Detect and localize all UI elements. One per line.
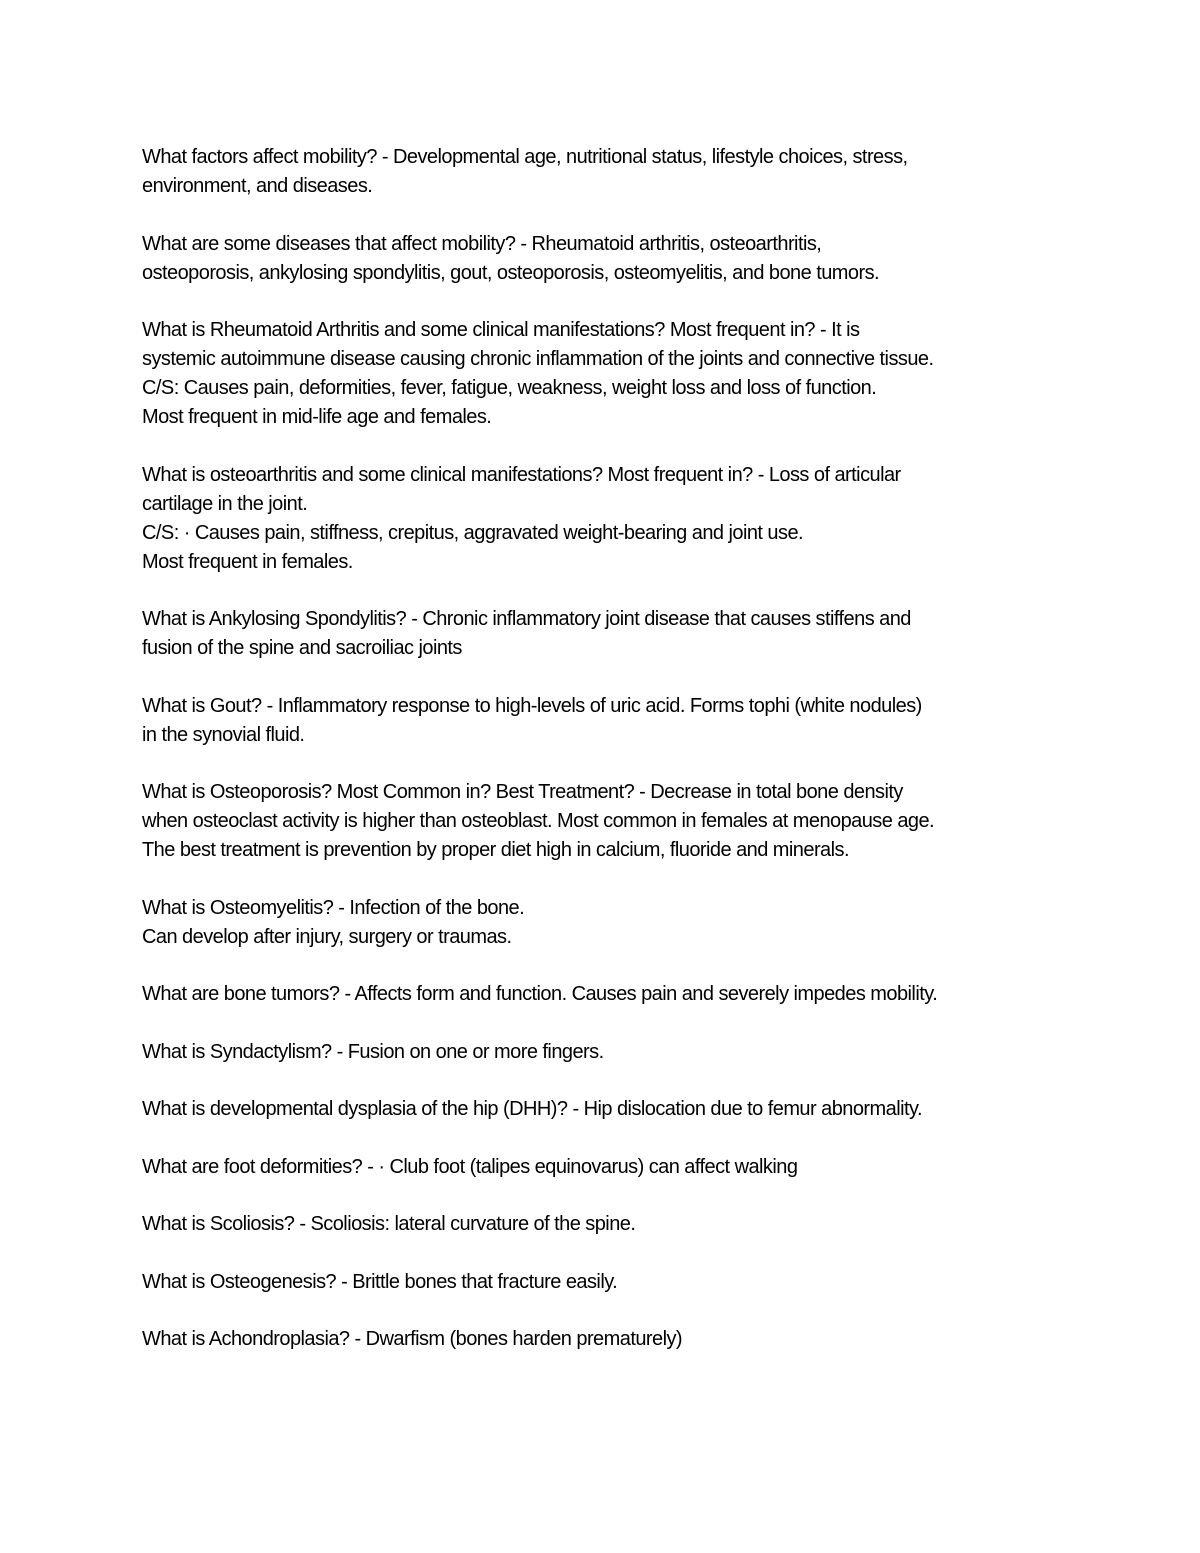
qa-scoliosis: What is Scoliosis? - Scoliosis: lateral curvature of the spine. bbox=[142, 1213, 636, 1235]
document-body bbox=[142, 143, 1072, 1383]
qa-bone-tumors: What are bone tumors? - Affects form and function. Causes pain and severely impedes mobility. bbox=[142, 983, 938, 1005]
qa-osteoarthritis: What is osteoarthritis and some clinical manifestations? Most frequent in? - Loss of articular cartilage in the joint. C/S: · Causes pain, stiffness, crepitus, aggravated weight-bearing and joint use. Most frequent in females. bbox=[142, 463, 901, 573]
qa-ankylosing-spondylitis: What is Ankylosing Spondylitis? - Chronic inflammatory joint disease that causes stiffens and fusion of the spine and sacroiliac joints bbox=[142, 608, 911, 659]
qa-gout: What is Gout? - Inflammatory response to high-levels of uric acid. Forms tophi (white nodules) in the synovial fluid. bbox=[142, 694, 922, 746]
qa-foot-deformities: What are foot deformities? - · Club foot (talipes equinovarus) can affect walking bbox=[142, 1155, 798, 1178]
qa-rheumatoid-arthritis: What is Rheumatoid Arthritis and some clinical manifestations? Most frequent in? - It is systemic autoimmune disease causing chronic inflammation of the joints and connective tissue. C/S: Causes pain, deformities, fever, fatigue, weakness, weight loss and loss of function. Most frequent in mid-life age and females. bbox=[142, 319, 934, 428]
qa-osteogenesis: What is Osteogenesis? - Brittle bones that fracture easily. bbox=[142, 1270, 618, 1293]
qa-mobility-factors: What factors affect mobility? - Developmental age, nutritional status, lifestyle choices, stress, environment, and diseases. bbox=[142, 146, 908, 197]
qa-osteoporosis: What is Osteoporosis? Most Common in? Best Treatment? - Decrease in total bone density when osteoclast activity is higher than osteoblast. Most common in females at menopause age. The best treatment is prevention by proper diet high in calcium, fluoride and minerals. bbox=[142, 781, 935, 861]
qa-hip-dysplasia: What is developmental dysplasia of the hip (DHH)? - Hip dislocation due to femur abnormality. bbox=[142, 1098, 922, 1120]
qa-osteomyelitis: What is Osteomyelitis? - Infection of the bone. Can develop after injury, surgery or traumas. bbox=[142, 896, 525, 948]
qa-syndactylism: What is Syndactylism? - Fusion on one or more fingers. bbox=[142, 1040, 604, 1063]
qa-mobility-diseases: What are some diseases that affect mobility? - Rheumatoid arthritis, osteoarthritis, osteoporosis, ankylosing spondylitis, gout, osteoporosis, osteomyelitis, and bone tumors. bbox=[142, 232, 880, 284]
qa-achondroplasia: What is Achondroplasia? - Dwarfism (bones harden prematurely) bbox=[142, 1328, 683, 1350]
